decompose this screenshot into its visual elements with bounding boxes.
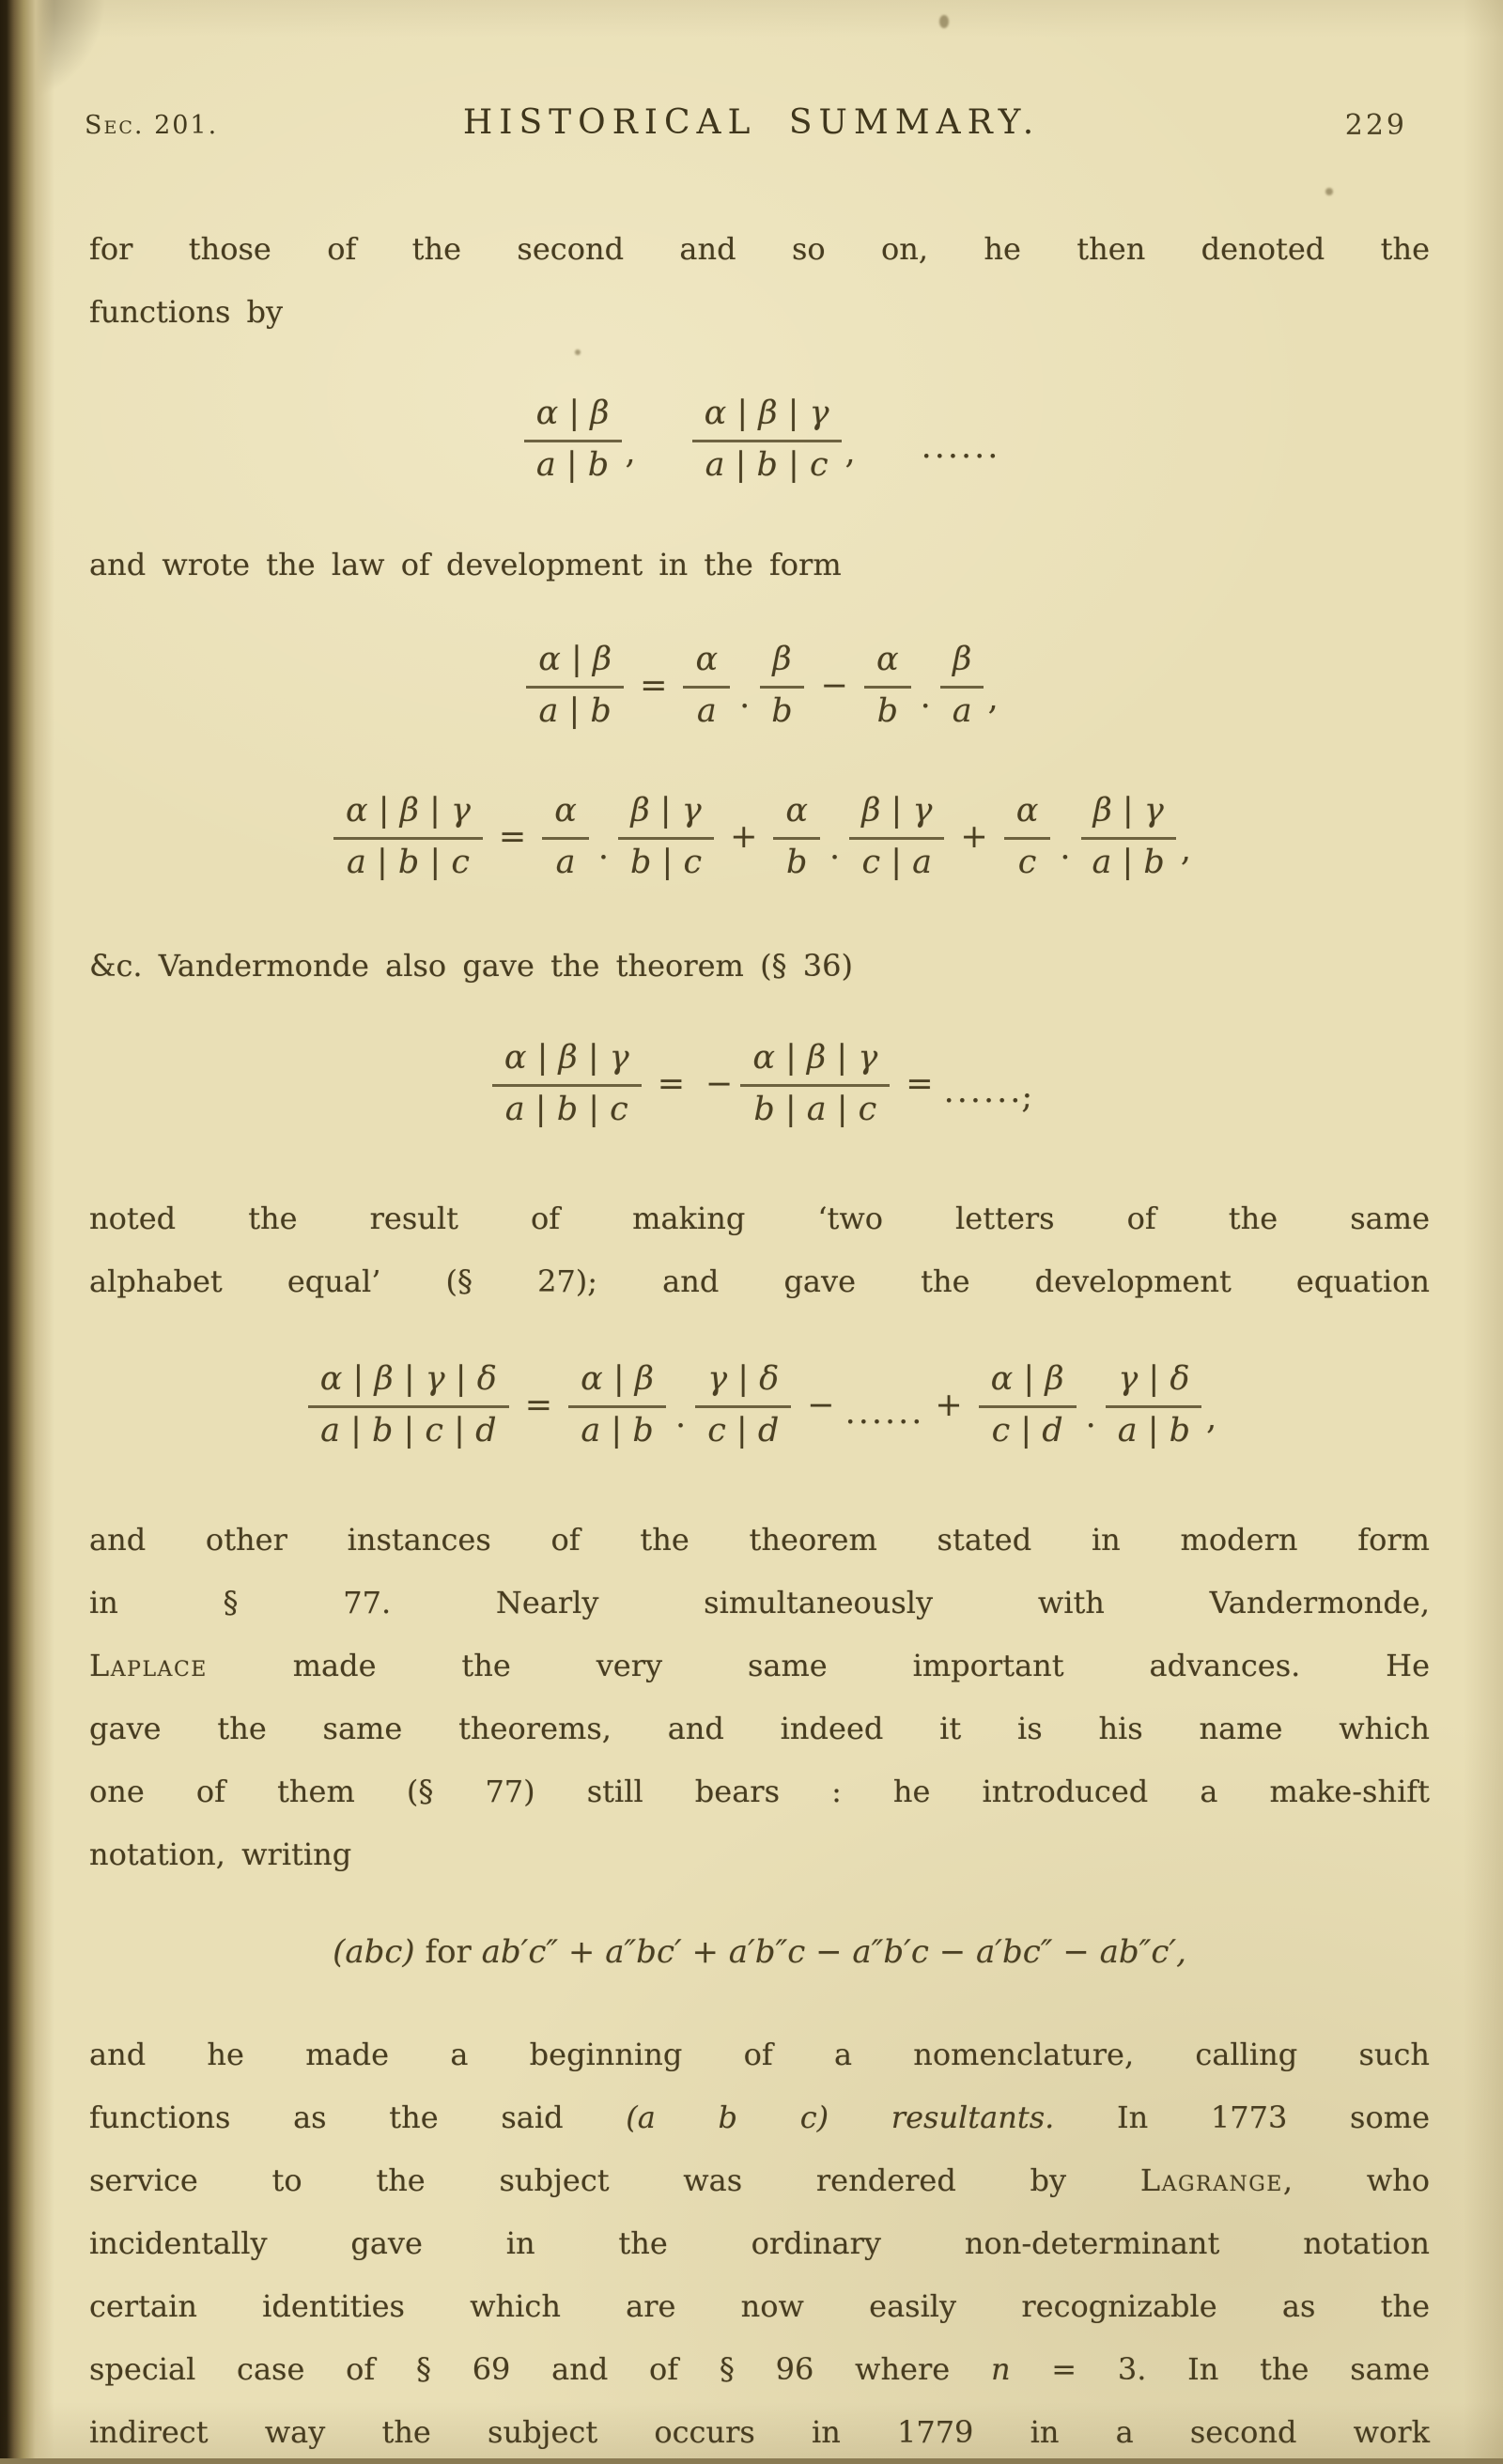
ellipsis-dots: ...... — [943, 1073, 1024, 1110]
equation-display-1 — [89, 368, 1430, 511]
equation-display-3 — [89, 766, 1430, 908]
fraction-numerator: α | β — [526, 642, 624, 688]
text-line: and other instances of the theorem stated in modern form — [89, 1522, 1430, 1557]
comma: , — [625, 434, 636, 472]
fraction-numerator: α — [542, 793, 589, 839]
fraction-denominator: c | d — [707, 1411, 780, 1449]
fraction-denominator: a | b — [535, 445, 610, 484]
text-line: notation, writing — [89, 1836, 352, 1872]
fraction-numerator: α | β | γ — [740, 1040, 890, 1086]
fraction — [1004, 793, 1051, 880]
fraction — [542, 793, 589, 880]
product-dot: . — [1085, 1398, 1096, 1435]
plus-sign: + — [960, 818, 988, 856]
fraction — [618, 793, 714, 880]
fraction-numerator: α | β | γ | δ — [308, 1361, 509, 1407]
fraction-denominator: a | b | c — [504, 1090, 628, 1128]
expansion-expression: ab′c″ + a″bc′ + a′b″c − a″b′c − a′bc″ − ab″c′, — [481, 1933, 1186, 1971]
text-line: functions by — [89, 294, 284, 330]
product-dot: . — [1060, 829, 1071, 867]
text-segment: In 1773 some — [1054, 2100, 1431, 2135]
equals-sign: = — [498, 818, 527, 856]
fraction-numerator: α | β — [979, 1361, 1077, 1407]
fraction-denominator: c | d — [991, 1411, 1063, 1449]
text-line: and he made a beginning of a nomenclature, calling such — [89, 2037, 1430, 2072]
comma: , — [1206, 1400, 1217, 1437]
author-name-laplace: Laplace — [89, 1648, 208, 1683]
text-segment: , who — [1282, 2162, 1431, 2198]
fraction-numerator: α — [1004, 793, 1051, 839]
text-line: certain identities which are now easily recognizable as the — [89, 2288, 1430, 2324]
fraction — [849, 793, 944, 880]
fraction-numerator: α — [864, 642, 911, 688]
running-title: HISTORICAL SUMMARY. — [462, 103, 1041, 142]
fraction-numerator: γ | δ — [695, 1361, 791, 1407]
fraction-numerator: α — [773, 793, 820, 839]
fraction-denominator: a | b — [581, 1411, 654, 1449]
semicolon: ; — [1021, 1078, 1033, 1116]
equation-display-2 — [89, 615, 1430, 756]
text-segment: special case of § 69 and of § 96 where — [89, 2351, 991, 2387]
equals-sign: = — [524, 1387, 553, 1424]
fraction-denominator: a — [696, 691, 717, 730]
minus-sign: − — [705, 1065, 734, 1103]
minus-sign: − — [807, 1387, 835, 1424]
fraction-numerator: β | γ — [849, 793, 944, 839]
fraction — [695, 1361, 791, 1449]
fraction — [1106, 1361, 1202, 1449]
text-line: and wrote the law of development in the form — [89, 547, 842, 582]
fraction-numerator: α | β | γ — [492, 1040, 642, 1086]
fraction — [1080, 793, 1177, 880]
text-line: for those of the second and so on, he then denoted the — [89, 231, 1430, 267]
text-line — [89, 2086, 1430, 2149]
fraction-denominator: a | b — [538, 691, 612, 730]
product-dot: . — [739, 678, 751, 716]
page-header — [0, 0, 1503, 156]
text-line — [89, 2338, 1430, 2401]
fraction — [492, 1040, 642, 1127]
fraction — [333, 793, 483, 880]
text-line: one of them (§ 77) still bears : he introduced a make-shift — [89, 1774, 1430, 1809]
text-segment: = 3. In the same — [1010, 2351, 1431, 2387]
text-segment: service to the subject was rendered by — [89, 2162, 1140, 2198]
text-line: incidentally gave in the ordinary non-determinant notation — [89, 2225, 1430, 2261]
text-segment: made the very same important advances. He — [207, 1648, 1430, 1683]
fraction-denominator: a | b | c | d — [320, 1411, 497, 1449]
fraction-numerator: β — [940, 642, 984, 688]
fraction-numerator: β — [760, 642, 803, 688]
fraction-denominator: a | b — [1117, 1411, 1191, 1449]
text-segment: functions as the said — [89, 2100, 627, 2135]
minus-sign: − — [820, 667, 848, 705]
fraction-denominator: b — [876, 691, 898, 730]
page-body — [0, 218, 1503, 2464]
fraction-numerator: α | β — [524, 395, 622, 442]
product-dot: . — [920, 678, 931, 716]
plus-sign: + — [730, 818, 758, 856]
fraction-denominator: a | b — [1092, 843, 1165, 881]
equation-display-6 — [89, 1922, 1430, 1982]
comma: , — [987, 680, 999, 718]
text-line — [89, 1635, 1430, 1697]
fraction — [683, 642, 730, 729]
equals-sign: = — [906, 1065, 934, 1103]
product-dot: . — [597, 829, 610, 867]
fraction — [940, 642, 984, 729]
text-line: gave the same theorems, and indeed it is his name which — [89, 1711, 1430, 1746]
text-line: indirect way the subject occurs in 1779 in a second work — [89, 2414, 1430, 2450]
fraction-denominator: b — [786, 843, 808, 881]
author-name-lagrange: Lagrange — [1139, 2162, 1283, 2198]
ellipsis-dots: ...... — [921, 428, 1001, 466]
abc-notation: (abc) — [333, 1933, 415, 1971]
fraction — [308, 1361, 509, 1449]
fraction-numerator: γ | δ — [1106, 1361, 1201, 1407]
section-label: Sec. 201. — [85, 111, 219, 140]
text-line: &c. Vandermonde also gave the theorem (§ 36) — [89, 948, 853, 984]
fraction — [864, 642, 911, 729]
fraction-denominator: b | a | c — [753, 1090, 877, 1128]
fraction-denominator: c | a — [861, 843, 933, 881]
fraction-denominator: b — [771, 691, 793, 730]
fraction-numerator: α | β — [568, 1361, 666, 1407]
fraction — [568, 1361, 666, 1449]
resultants-term: (a b c) resultants. — [626, 2100, 1055, 2135]
fraction-denominator: a | b | c — [705, 445, 829, 484]
text-line — [89, 2149, 1430, 2212]
fraction — [759, 642, 804, 729]
page-number: 229 — [1344, 109, 1407, 142]
variable-n: n — [990, 2351, 1011, 2387]
fraction-denominator: a — [555, 843, 576, 881]
comma: , — [1180, 831, 1191, 869]
text-segment: for — [414, 1933, 482, 1971]
fraction-numerator: α — [683, 642, 730, 688]
fraction — [526, 642, 624, 729]
fraction-numerator: β | γ — [618, 793, 713, 839]
fraction-denominator: a | b | c — [346, 843, 470, 881]
fraction-numerator: α | β | γ — [692, 395, 842, 442]
fraction — [524, 395, 622, 483]
fraction — [692, 395, 842, 483]
equation-display-4 — [89, 1013, 1430, 1155]
text-line: noted the result of making ‘two letters of the same — [89, 1201, 1430, 1236]
text-line: in § 77. Nearly simultaneously with Vandermonde, — [89, 1585, 1430, 1620]
fraction — [740, 1040, 890, 1127]
product-dot: . — [829, 829, 841, 867]
fraction-denominator: b | c — [630, 843, 703, 881]
paper-speck — [575, 349, 581, 355]
fraction-denominator: c — [1017, 843, 1037, 881]
fraction — [979, 1361, 1077, 1449]
paper-speck — [1325, 188, 1333, 195]
plus-sign: + — [935, 1387, 963, 1424]
fraction-denominator: a — [952, 691, 972, 730]
fraction — [773, 793, 820, 880]
product-dot: . — [675, 1398, 687, 1435]
comma: , — [844, 434, 856, 472]
ellipsis-dots: ...... — [844, 1394, 925, 1432]
text-line: alphabet equal’ (§ 27); and gave the development equation — [89, 1263, 1430, 1299]
equals-sign: = — [657, 1065, 686, 1103]
equation-display-5 — [89, 1334, 1430, 1477]
fraction-numerator: β | γ — [1081, 793, 1176, 839]
equals-sign: = — [640, 667, 668, 705]
fraction-numerator: α | β | γ — [333, 793, 483, 839]
